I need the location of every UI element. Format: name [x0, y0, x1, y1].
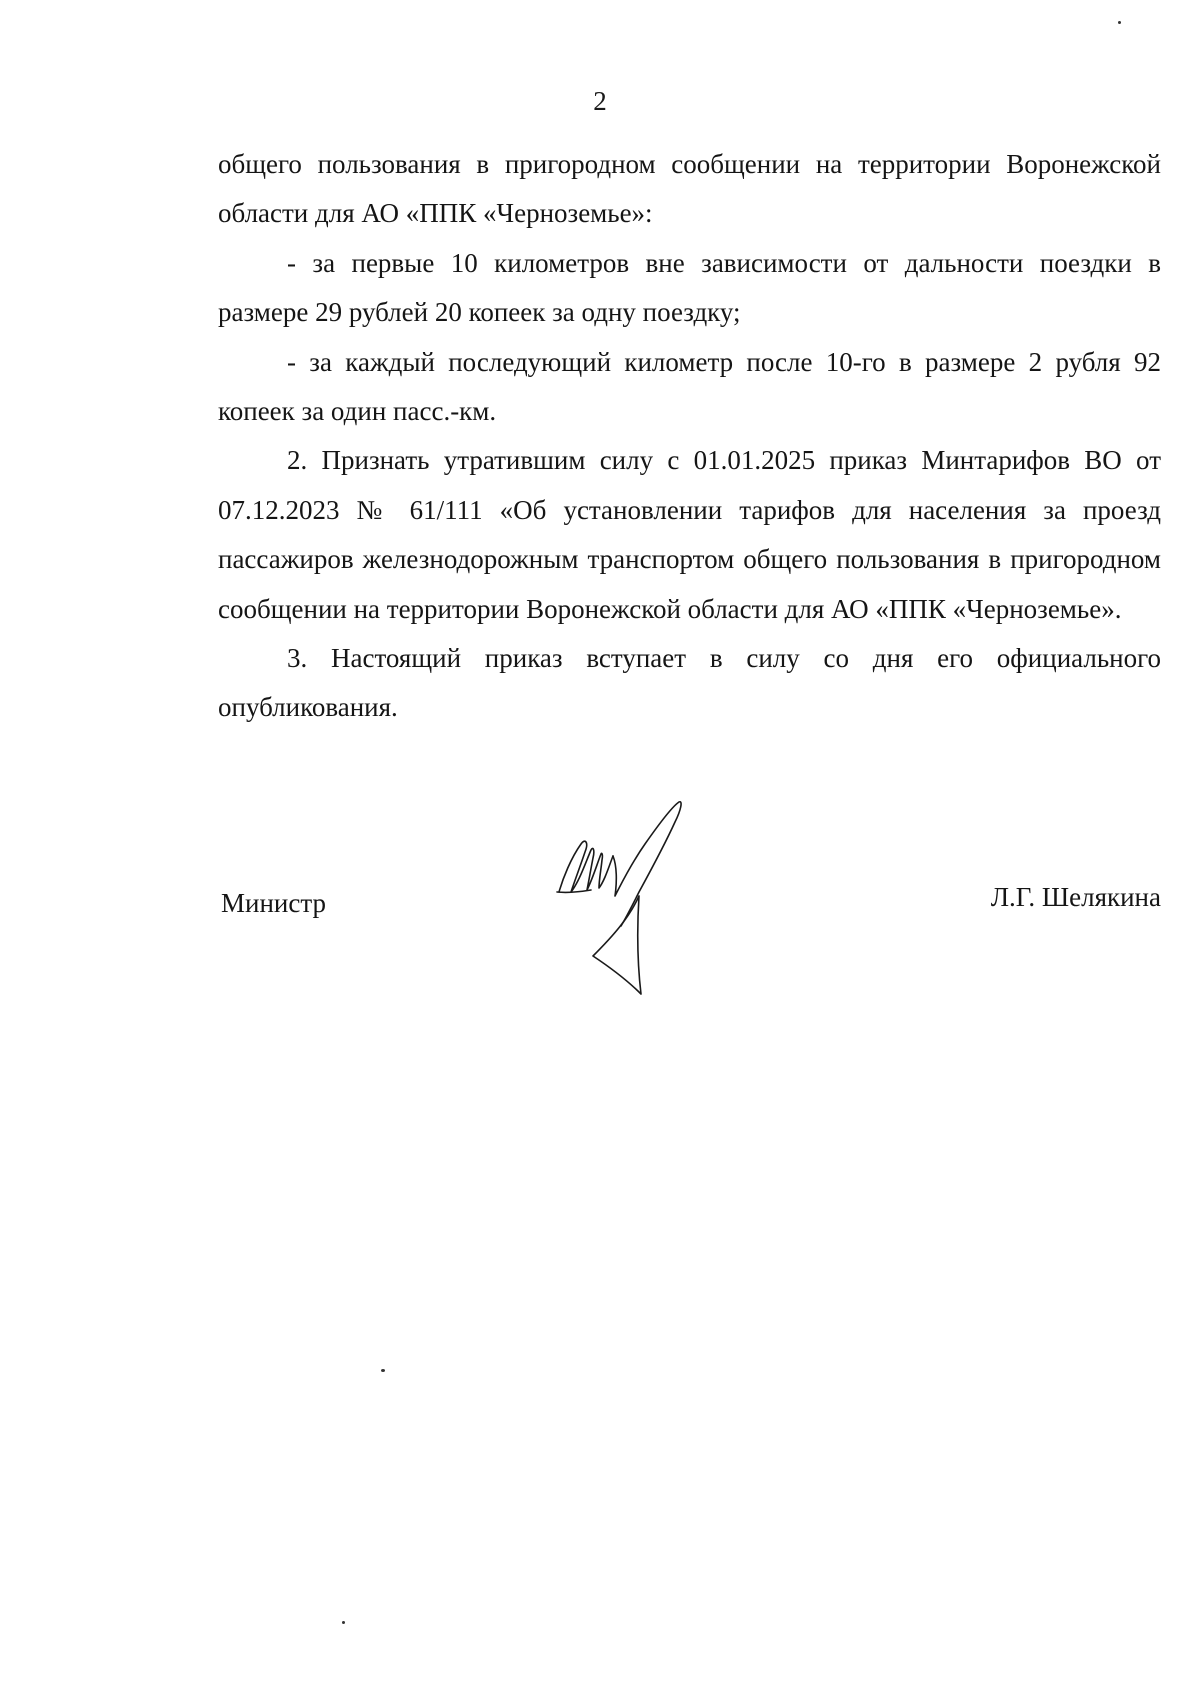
paragraph-continuation: общего пользования в пригородном сообщении на территории Воронежской области для АО «ППК «Черноземье»:: [218, 149, 1161, 229]
scan-speck: [1118, 21, 1121, 24]
paragraph-tariff-first-10km: - за первые 10 километров вне зависимости от дальности поездки в размере 29 рублей 20 копеек за одну поездку;: [218, 247, 1161, 328]
position-title: Министр: [221, 888, 326, 918]
page-number: 2: [593, 86, 607, 116]
paragraph-item-2: 2. Признать утратившим силу с 01.01.2025 приказ Минтарифов ВО от 07.12.2023 № 61/111 «Об установлении тарифов для населения за проезд пассажиров железнодорожным транспортом общего пользования в пригородном сообщении на территории Воронежской области для АО «ППК «Черноземье».: [218, 445, 1161, 624]
paragraph-tariff-per-km: - за каждый последующий километр после 10-го в размере 2 рубля 92 копеек за один пасс.-км.: [218, 346, 1161, 427]
document-body: [218, 140, 1161, 733]
signatory-name: Л.Г. Шелякина: [990, 882, 1161, 912]
scan-speck: [381, 1369, 385, 1372]
paragraph-item-3: 3. Настоящий приказ вступает в силу со дня его официального опубликования.: [218, 643, 1161, 723]
scan-speck: [342, 1621, 345, 1624]
handwritten-signature: [555, 800, 695, 1000]
